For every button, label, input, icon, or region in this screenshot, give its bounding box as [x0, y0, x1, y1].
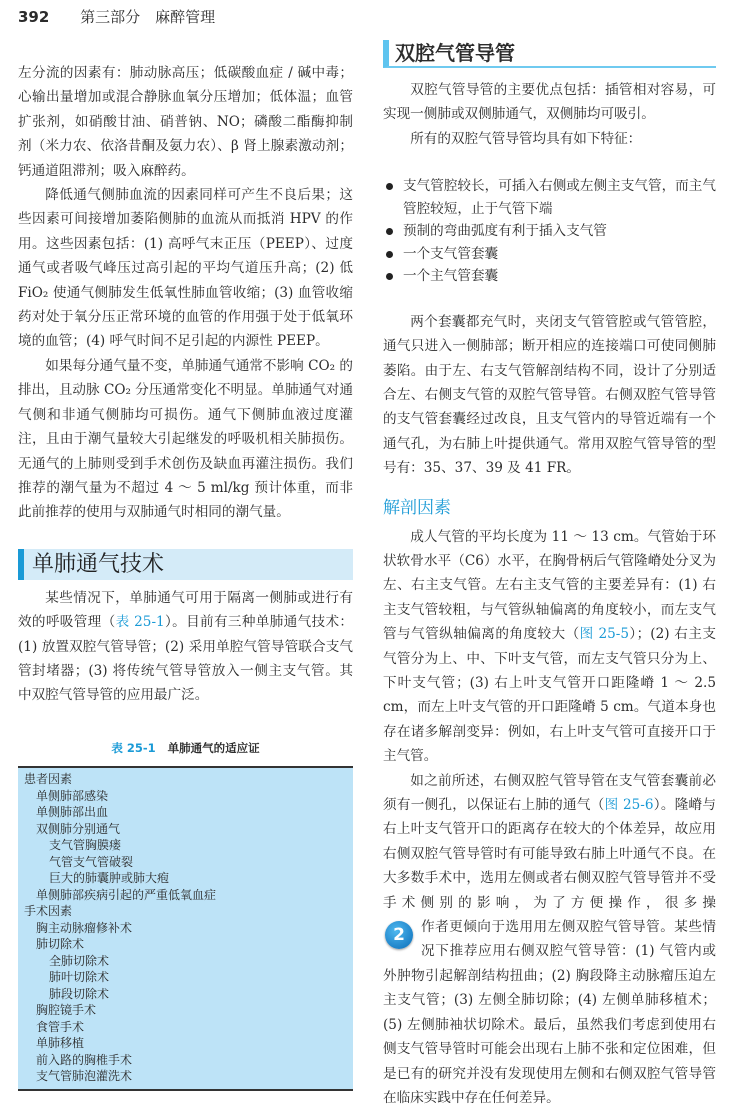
- paragraph: 如果每分通气量不变，单肺通气通常不影响 CO₂ 的排出，且动脉 CO₂ 分压通常变化不明显。单肺通气对通气侧和非通气侧肺均可损伤。通气下侧肺血液过度灌注，且由于潮气量较大引起继发的呼吸机相关肺损伤。无通气的上肺则受到手术创伤及缺血再灌注损伤。我们推荐的潮气量为不超过 4 ～ 5 ml/kg 预计体重，而非此前推荐的使用与双肺通气时相同的潮气量。: [18, 357, 353, 521]
- bullet-icon: [386, 251, 393, 258]
- bullet-icon: [386, 183, 393, 190]
- list-item-text: 一个主气管套囊: [403, 268, 499, 285]
- table-row: 肺段切除术: [49, 986, 110, 1001]
- indications-table: [18, 766, 353, 1091]
- list-item-text: 支气管腔较长，可插入右侧或左侧主支气管，而主气管腔较短，止于气管下端: [403, 178, 716, 217]
- bullet-icon: [386, 273, 393, 280]
- right-column: [383, 30, 716, 1110]
- table-row: 单侧肺部疾病引起的严重低氧血症: [36, 887, 217, 902]
- list-item: [383, 265, 716, 288]
- feature-list: [383, 175, 716, 288]
- table-row: 胸腔镜手术: [36, 1003, 97, 1018]
- table-caption: [18, 736, 353, 760]
- left-column: [18, 61, 353, 1091]
- table-row: 食管手术: [36, 1019, 85, 1034]
- figure-reference-link[interactable]: 图 25-6: [604, 797, 654, 814]
- table-row: 双侧肺分别通气: [36, 821, 121, 836]
- paragraph: 左分流的因素有：肺动脉高压；低碳酸血症 / 碱中毒；心输出量增加或混合静脉血氧分压增加；低体温；血管扩张剂，如硝酸甘油、硝普钠、NO；磷酸二酯酶抑制剂（米力农、依洛昔酮及氨力农）、β 肾上腺素激动剂；钙通道阻滞剂；吸入麻醉药。: [18, 65, 353, 179]
- paragraph: [383, 769, 716, 915]
- table-row: 支气管肺泡灌洗术: [36, 1069, 133, 1084]
- text: ）。目前有三种单肺通气技术：(1) 放置双腔气管导管；(2) 采用单腔气管导管联合支气管封堵器；(3) 将传统气管导管放入一侧主支气管。其中双腔气管导管的应用最广泛。: [18, 614, 353, 704]
- step-badge-icon: 2: [385, 921, 413, 949]
- table-group-row: 患者因素: [24, 772, 73, 787]
- paragraph: 双腔气管导管的主要优点包括：插管相对容易，可实现一侧肺或双侧肺通气，双侧肺均可吸引。: [383, 82, 716, 123]
- table-row: 肺叶切除术: [49, 970, 110, 985]
- list-item: [383, 220, 716, 243]
- list-item: [383, 243, 716, 266]
- paragraph: 所有的双腔气管导管均具有如下特征：: [410, 130, 642, 147]
- text: ）。隆嵴与右上叶支气管开口的距离存在较大的个体差异，故应用右侧双腔气管导管时有可能导致右肺上叶通气不良。在大多数手术中，选用左侧或者右侧双腔气管导管并不受手术侧别的影响，为了方便操作，很多操: [383, 797, 716, 911]
- table-row: 前入路的胸椎手术: [36, 1052, 133, 1067]
- text: 成人气管的平均长度为 11 ～ 13 cm。气管始于环状软骨水平（C6）水平，在胸骨柄后气管隆嵴处分叉为左、右主支气管。左右主支气管的主要差异有：(1) 右主支气管较粗，与气管纵轴偏离的角度较小，而左支气管与气管纵轴偏离的角度较大（: [383, 528, 716, 643]
- text: 作者更倾向于选用用左侧双腔气管导管。某些情况下推荐应用右侧双腔气管导管：(1) 气管内或外肿物引起解剖结构扭曲；(2) 胸段降主动脉瘤压迫左主支气管；(3) 左侧全肺切除；(4) 左侧单肺移植术；(5) 左侧肺袖状切除术。最后，虽然我们考虑到使用右侧支气管导管时可能会出现右上肺不张和定位困难，但是已有的研究并没有发现使用左侧和右侧双腔气管导管在临床实践中存在任何差异。: [383, 919, 716, 1106]
- table-row: 单侧肺部出血: [36, 805, 109, 820]
- table-row: 全肺切除术: [49, 953, 110, 968]
- paragraph: [18, 586, 353, 708]
- page-number: 392: [18, 8, 50, 26]
- section-heading: 双腔气管导管: [383, 40, 716, 68]
- running-header: [18, 6, 215, 27]
- section-title: 第三部分 麻醉管理: [80, 8, 216, 26]
- table-row: 单肺移植: [36, 1036, 85, 1051]
- list-item-text: 一个支气管套囊: [403, 245, 499, 262]
- section-heading: 单肺通气技术: [18, 549, 353, 580]
- paragraph: [383, 525, 716, 769]
- table-row: 单侧肺部感染: [36, 788, 109, 803]
- text: ）；(2) 右主支气管分为上、中、下叶支气管，而左支气管只分为上、下叶支气管；(3) 右上叶支气管开口距隆嵴 1 ～ 2.5 cm，而左上叶支气管的开口距隆嵴 5 cm。气道本身也存在诸多解剖变异：例如，右上叶支气管可直接开口于主气管。: [383, 626, 716, 765]
- figure-reference-link[interactable]: 图 25-5: [579, 626, 629, 643]
- table-number: 表 25-1: [111, 740, 156, 755]
- paragraph: 两个套囊都充气时，夹闭支气管管腔或气管管腔，通气只进入一侧肺部；断开相应的连接端口可使同侧肺萎陷。由于左、右支气管解剖结构不同，设计了分别适合左、右侧支气管的双腔气管导管。右侧双腔气管导管的支气管套囊经过改良，且支气管内的导管近端有一个通气孔，为右肺上叶提供通气。常用双腔气管导管的型号有：35、37、39 及 41 FR。: [383, 313, 716, 477]
- table-group-row: 手术因素: [24, 904, 73, 919]
- list-item: [383, 175, 716, 220]
- bullet-icon: [386, 228, 393, 235]
- table-row: 胸主动脉瘤修补术: [36, 920, 133, 935]
- table-row: 巨大的肺囊肿或肺大疱: [49, 871, 170, 886]
- table-row: 肺切除术: [36, 937, 85, 952]
- paragraph-continued: [383, 915, 716, 1110]
- list-item-text: 预制的弯曲弧度有利于插入支气管: [403, 223, 607, 240]
- table-title: 单肺通气的适应证: [167, 740, 260, 755]
- text: 如之前所述，右侧双腔气管导管在支气管套囊前必须有一侧孔，以保证右上肺的通气（: [383, 772, 716, 814]
- table-row: 支气管胸膜瘘: [49, 838, 122, 853]
- table-row: 气管支气管破裂: [49, 854, 134, 869]
- table-reference-link[interactable]: 表 25-1: [115, 614, 165, 631]
- text: 某些情况下，单肺通气可用于隔离一侧肺或进行有效的呼吸管理（: [18, 589, 353, 631]
- paragraph: 降低通气侧肺血流的因素同样可产生不良后果；这些因素可间接增加萎陷侧肺的血流从而抵消 HPV 的作用。这些因素包括：(1) 高呼气末正压（PEEP）、过度通气或者吸气峰压过高引起的平均气道压升高；(2) 低 FiO₂ 使通气侧肺发生低氧性肺血管收缩；(3) 血管收缩药对处于氧分压正常环境的血管的作用强于处于低氧环境的血管；(4) 呼气时间不足引起的内源性 PEEP。: [18, 187, 353, 350]
- subsection-heading: 解剖因素: [383, 497, 451, 518]
